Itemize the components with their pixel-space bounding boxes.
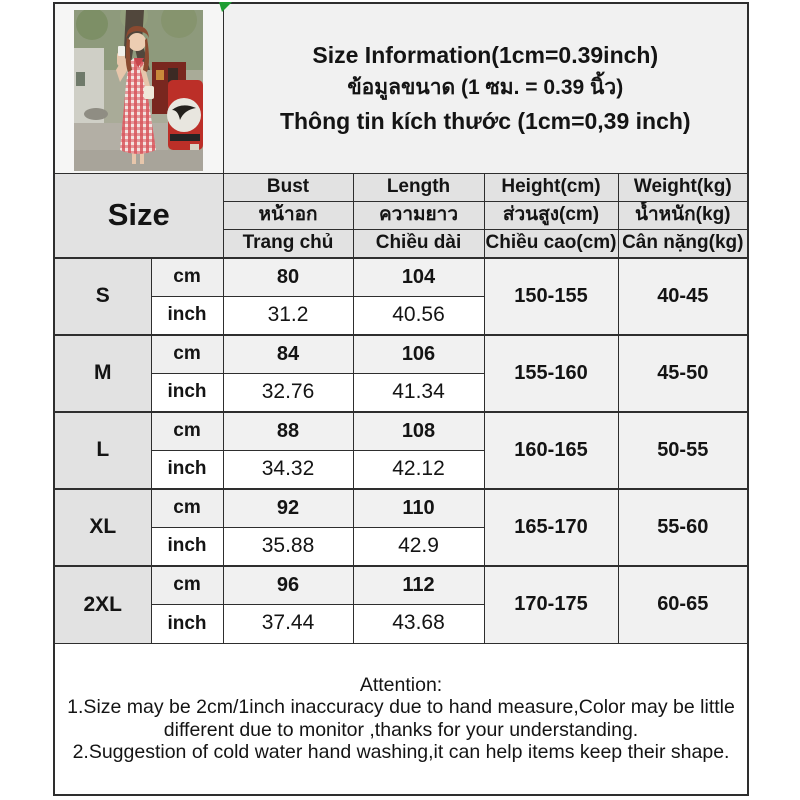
unit-cm-label: cm — [151, 412, 223, 450]
weight-range-value: 45-50 — [618, 335, 748, 412]
product-photo-cell — [54, 3, 223, 173]
unit-inch-label: inch — [151, 450, 223, 489]
title-cell — [223, 3, 748, 173]
weight-header-vi: Cân nặng(kg) — [618, 229, 748, 258]
length-cm-value: 104 — [353, 258, 484, 296]
weight-range-value: 55-60 — [618, 489, 748, 566]
length-cm-value: 112 — [353, 566, 484, 604]
size-row-xl-cm — [54, 489, 748, 527]
length-cm-value: 106 — [353, 335, 484, 373]
weight-range-value: 60-65 — [618, 566, 748, 643]
length-inch-value: 42.9 — [353, 527, 484, 566]
unit-inch-label: inch — [151, 296, 223, 335]
weight-range-value: 50-55 — [618, 412, 748, 489]
size-row-2xl-cm — [54, 566, 748, 604]
bust-inch-value: 34.32 — [223, 450, 353, 489]
size-label: S — [54, 258, 151, 335]
bust-header-th: หน้าอก — [223, 201, 353, 229]
length-inch-value: 41.34 — [353, 373, 484, 412]
length-inch-value: 40.56 — [353, 296, 484, 335]
bust-inch-value: 37.44 — [223, 604, 353, 643]
length-inch-value: 43.68 — [353, 604, 484, 643]
length-cm-value: 108 — [353, 412, 484, 450]
height-header-vi: Chiều cao(cm) — [484, 229, 618, 258]
height-range-value: 160-165 — [484, 412, 618, 489]
unit-cm-label: cm — [151, 258, 223, 296]
weight-header-th: น้ำหนัก(kg) — [618, 201, 748, 229]
bust-cm-value: 84 — [223, 335, 353, 373]
unit-inch-label: inch — [151, 604, 223, 643]
unit-cm-label: cm — [151, 489, 223, 527]
length-header-th: ความยาว — [353, 201, 484, 229]
length-cm-value: 110 — [353, 489, 484, 527]
height-range-value: 165-170 — [484, 489, 618, 566]
bust-inch-value: 35.88 — [223, 527, 353, 566]
height-header-en: Height(cm) — [484, 173, 618, 201]
column-header-row-en — [54, 173, 748, 201]
unit-cm-label: cm — [151, 335, 223, 373]
bust-cm-value: 96 — [223, 566, 353, 604]
height-header-th: ส่วนสูง(cm) — [484, 201, 618, 229]
unit-cm-label: cm — [151, 566, 223, 604]
attention-heading: Attention: — [359, 673, 443, 696]
bust-cm-value: 88 — [223, 412, 353, 450]
size-label: L — [54, 412, 151, 489]
length-inch-value: 42.12 — [353, 450, 484, 489]
length-header-vi: Chiều dài — [353, 229, 484, 258]
size-row-l-cm — [54, 412, 748, 450]
size-label: 2XL — [54, 566, 151, 643]
bust-header-vi: Trang chủ — [223, 229, 353, 258]
size-row-m-cm — [54, 335, 748, 373]
page-title-en: Size Information(1cm=0.39inch) — [312, 41, 659, 68]
size-table — [53, 2, 749, 796]
size-label: M — [54, 335, 151, 412]
size-label: XL — [54, 489, 151, 566]
attention-note-1: 1.Size may be 2cm/1inch inaccuracy due to hand measure,Color may be little different due to monitor ,thanks for your understanding. — [67, 696, 735, 741]
bust-cm-value: 92 — [223, 489, 353, 527]
attention-row — [54, 643, 748, 795]
attention-section — [54, 643, 748, 795]
size-column-header: Size — [54, 173, 223, 258]
weight-header-en: Weight(kg) — [618, 173, 748, 201]
bust-inch-value: 32.76 — [223, 373, 353, 412]
height-range-value: 155-160 — [484, 335, 618, 412]
attention-note-2: 2.Suggestion of cold water hand washing,it can help items keep their shape. — [72, 741, 730, 764]
bust-inch-value: 31.2 — [223, 296, 353, 335]
bust-header-en: Bust — [223, 173, 353, 201]
page-title-th: ข้อมูลขนาด (1 ซม. = 0.39 นิ้ว) — [347, 76, 624, 100]
bust-cm-value: 80 — [223, 258, 353, 296]
height-range-value: 170-175 — [484, 566, 618, 643]
green-triangle-icon — [219, 2, 232, 12]
size-row-s-cm — [54, 258, 748, 296]
product-photo — [74, 10, 203, 171]
page-title-vi: Thông tin kích thước (1cm=0,39 inch) — [279, 108, 691, 135]
unit-inch-label: inch — [151, 373, 223, 412]
weight-range-value: 40-45 — [618, 258, 748, 335]
height-range-value: 150-155 — [484, 258, 618, 335]
length-header-en: Length — [353, 173, 484, 201]
unit-inch-label: inch — [151, 527, 223, 566]
header-banner-row — [54, 3, 748, 173]
size-chart-sheet — [53, 2, 747, 796]
product-photo-illustration — [74, 10, 203, 171]
